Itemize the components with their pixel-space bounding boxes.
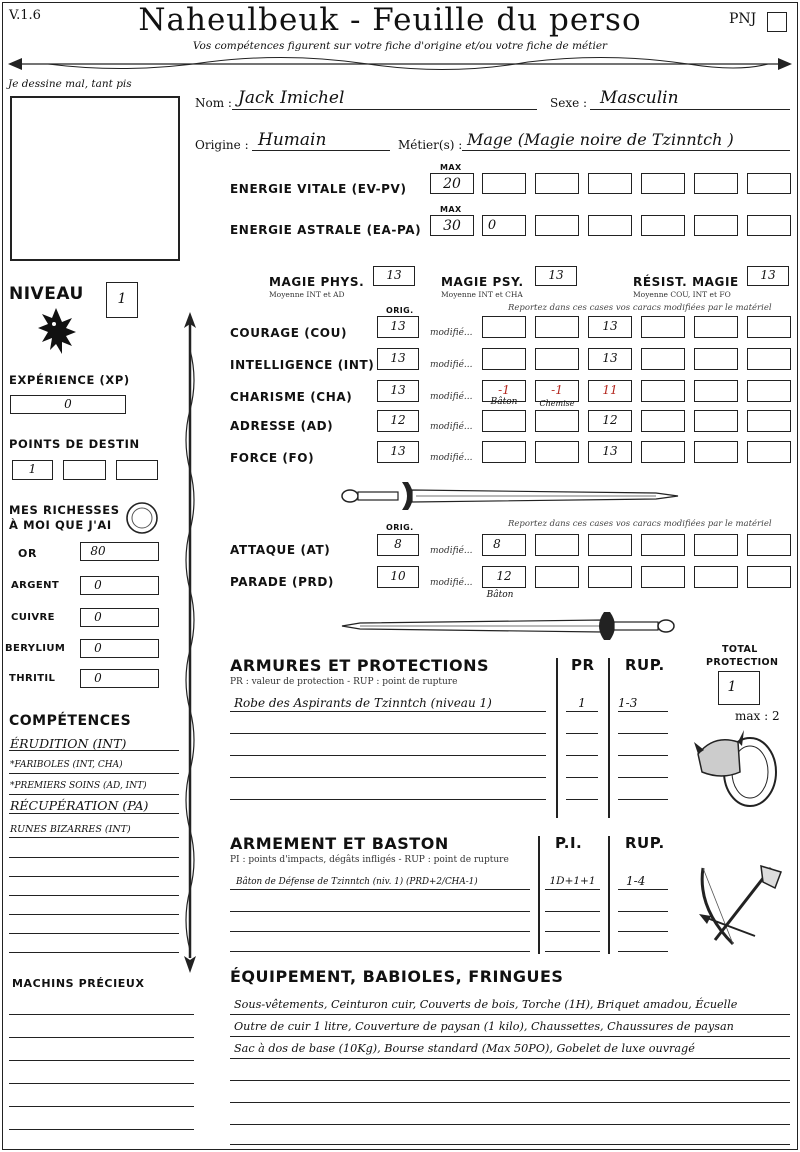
total-protection-max: max : 2: [735, 709, 780, 723]
page-title: Naheulbeuk - Feuille du perso: [138, 2, 642, 38]
weapon-pi-line[interactable]: [545, 894, 600, 912]
stat-cha-orig: 13: [390, 383, 406, 397]
stat-cha-mod-value: 11: [602, 383, 618, 397]
stat-mod-box[interactable]: [694, 410, 738, 432]
stat-mod-box[interactable]: [694, 380, 738, 402]
modif-label: modifié...: [430, 578, 473, 588]
stat-cha-mod-value: -1: [498, 383, 510, 397]
helmet-shield-icon: [694, 724, 784, 816]
niveau-value: 1: [117, 291, 127, 307]
combat-at-orig: 8: [394, 537, 402, 551]
modif-label: modifié...: [430, 328, 473, 338]
skill-item: *FARIBOLES (INT, CHA): [10, 760, 123, 770]
stat-ad-orig: 12: [390, 413, 406, 427]
armures-rup-header: RUP.: [625, 656, 665, 674]
weapon-line[interactable]: [230, 934, 530, 952]
equipment-line[interactable]: [230, 1106, 790, 1125]
stat-fo-orig: 13: [390, 444, 406, 458]
stat-mod-box[interactable]: [747, 410, 791, 432]
stat-cou-orig: 13: [390, 319, 406, 333]
cuivre-label: CUIVRE: [11, 612, 55, 623]
nom-label: Nom :: [195, 96, 232, 110]
or-label: OR: [18, 547, 38, 560]
berylium-value: 0: [94, 641, 102, 655]
ev-max-label: MAX: [440, 163, 462, 172]
destin-label: POINTS DE DESTIN: [9, 437, 140, 451]
combat-report-note: Reportez dans ces cases vos caracs modifiées par le matériel: [508, 519, 772, 529]
argent-label: ARGENT: [11, 580, 60, 591]
modif-label: modifié...: [430, 360, 473, 370]
combat-mod-box[interactable]: [588, 566, 632, 588]
ev-box[interactable]: [747, 173, 791, 194]
ev-box[interactable]: [588, 173, 632, 194]
portrait-caption: Je dessine mal, tant pis: [8, 78, 132, 90]
berylium-label: BERYLIUM: [5, 643, 66, 654]
ea-box[interactable]: [641, 215, 685, 236]
equipment-line[interactable]: [230, 1062, 790, 1081]
ea-box[interactable]: [747, 215, 791, 236]
armor-line[interactable]: [230, 716, 546, 734]
destin-box[interactable]: [63, 460, 106, 480]
origine-value: Humain: [258, 130, 327, 150]
ev-max-value: 20: [443, 176, 461, 192]
combat-mod-box[interactable]: [535, 534, 579, 556]
magie-phys-label: MAGIE PHYS.: [269, 275, 365, 289]
weapon-pi-value: 1D+1+1: [549, 875, 596, 887]
weapon-pi-line[interactable]: [545, 914, 600, 932]
resist-magie-value: 13: [760, 268, 776, 282]
precieux-line[interactable]: [9, 1090, 194, 1107]
richesses-label-2: À MOI QUE J'AI: [9, 518, 112, 532]
or-value: 80: [90, 544, 106, 558]
stat-mod-box[interactable]: [694, 348, 738, 370]
ea-max-label: MAX: [440, 205, 462, 214]
armor-rup-line[interactable]: [618, 716, 668, 734]
skill-item: *PREMIERS SOINS (AD, INT): [10, 781, 147, 791]
resist-magie-label: RÉSIST. MAGIE: [633, 275, 739, 289]
combat-at-mod-value: 8: [493, 537, 501, 551]
weapon-rup-line[interactable]: [618, 914, 668, 932]
total-protection-value: 1: [727, 679, 737, 695]
sword-icon: [336, 476, 681, 516]
combat-mod-box[interactable]: [641, 534, 685, 556]
dragon-icon: [32, 304, 80, 364]
armor-pr-value: 1: [578, 696, 586, 710]
armor-pr-line[interactable]: [566, 782, 598, 800]
skill-item: ÉRUDITION (INT): [10, 736, 127, 751]
stat-mod-box[interactable]: [482, 441, 526, 463]
precieux-line[interactable]: [9, 1067, 194, 1084]
richesses-label-1: MES RICHESSES: [9, 503, 120, 517]
pnj-label: PNJ: [729, 11, 757, 27]
thritil-value: 0: [94, 671, 102, 685]
precieux-line[interactable]: [9, 998, 194, 1015]
ev-box[interactable]: [694, 173, 738, 194]
stat-mod-box[interactable]: [747, 441, 791, 463]
cuivre-value: 0: [94, 610, 102, 624]
stat-fo-mod-value: 13: [602, 444, 618, 458]
skill-line[interactable]: [9, 936, 179, 953]
stat-mod-box[interactable]: [747, 316, 791, 338]
combat-mod-box[interactable]: [747, 534, 791, 556]
ev-box[interactable]: [535, 173, 579, 194]
competences-title: COMPÉTENCES: [9, 713, 132, 729]
skill-line[interactable]: [9, 860, 179, 877]
total-protection-label-2: PROTECTION: [706, 657, 779, 668]
armures-title: ARMURES ET PROTECTIONS: [230, 656, 489, 675]
equipment-item: Sac à dos de base (10Kg), Bourse standard (Max 50PO), Gobelet de luxe ouvragé: [234, 1042, 695, 1055]
armor-rup-line[interactable]: [618, 760, 668, 778]
combat-mod-box[interactable]: [694, 534, 738, 556]
ev-box[interactable]: [482, 173, 526, 194]
ea-max-value: 30: [443, 218, 461, 234]
equipement-title: ÉQUIPEMENT, BABIOLES, FRINGUES: [230, 967, 564, 986]
argent-value: 0: [94, 578, 102, 592]
skill-line[interactable]: [9, 917, 179, 934]
thritil-label: THRITIL: [9, 673, 56, 684]
equipment-item: Outre de cuir 1 litre, Couverture de paysan (1 kilo), Chaussettes, Chaussures de paysan: [234, 1020, 734, 1033]
skill-line[interactable]: [9, 879, 179, 896]
modif-label: modifié...: [430, 392, 473, 402]
weapon-rup-line[interactable]: [618, 934, 668, 952]
magie-phys-value: 13: [386, 268, 402, 282]
combat-mod-box[interactable]: [747, 566, 791, 588]
magie-psy-note: Moyenne INT et CHA: [441, 290, 523, 299]
weapon-rup-line[interactable]: [618, 894, 668, 912]
staff-icon: [180, 310, 200, 975]
page-subtitle: Vos compétences figurent sur votre fiche d'origine et/ou votre fiche de métier: [192, 40, 608, 52]
ev-box[interactable]: [641, 173, 685, 194]
armor-rup-line[interactable]: [618, 738, 668, 756]
portrait-box[interactable]: [10, 96, 180, 261]
combat-at-label: ATTAQUE (AT): [230, 543, 331, 557]
metier-label: Métier(s) :: [398, 138, 463, 152]
armures-divider: [608, 658, 610, 818]
armor-line[interactable]: [230, 782, 546, 800]
modif-label: modifié...: [430, 546, 473, 556]
total-protection-label-1: TOTAL: [722, 644, 758, 655]
stat-mod-box[interactable]: [482, 348, 526, 370]
armement-divider: [608, 836, 610, 954]
stat-ad-label: ADRESSE (AD): [230, 419, 334, 433]
precieux-line[interactable]: [9, 1113, 194, 1130]
coin-icon: [124, 500, 160, 536]
ea-box[interactable]: [694, 215, 738, 236]
armor-line[interactable]: [230, 760, 546, 778]
stat-mod-box[interactable]: [535, 316, 579, 338]
armor-pr-line[interactable]: [566, 738, 598, 756]
pnj-checkbox[interactable]: [767, 12, 787, 32]
equipment-line[interactable]: [230, 1126, 790, 1145]
skill-line[interactable]: [9, 841, 179, 858]
niveau-label: NIVEAU: [9, 284, 84, 304]
combat-mod-box[interactable]: [535, 566, 579, 588]
sexe-value: Masculin: [600, 88, 679, 108]
weapon-name: Bâton de Défense de Tzinntch (niv. 1) (PRD+2/CHA-1): [236, 877, 478, 887]
armement-title: ARMEMENT ET BASTON: [230, 834, 449, 853]
magie-psy-label: MAGIE PSY.: [441, 275, 524, 289]
stat-mod-box[interactable]: [535, 348, 579, 370]
stat-mod-box[interactable]: [482, 410, 526, 432]
stat-ad-mod-value: 12: [602, 413, 618, 427]
stat-mod-box[interactable]: [641, 441, 685, 463]
combat-orig-header: ORIG.: [386, 523, 414, 532]
magie-psy-value: 13: [548, 268, 564, 282]
equipment-item: Sous-vêtements, Ceinturon cuir, Couverts de bois, Torche (1H), Briquet amadou, Écuelle: [234, 998, 738, 1011]
orig-header: ORIG.: [386, 306, 414, 315]
ev-label: ENERGIE VITALE (EV-PV): [230, 182, 407, 196]
armement-rup-header: RUP.: [625, 834, 665, 852]
precieux-line[interactable]: [9, 1044, 194, 1061]
stat-mod-box[interactable]: [535, 441, 579, 463]
stat-mod-box[interactable]: [482, 316, 526, 338]
resist-magie-note: Moyenne COU, INT et FO: [633, 290, 731, 299]
armement-pi-header: P.I.: [555, 834, 583, 852]
armement-legend: PI : points d'impacts, dégâts infligés - RUP : point de rupture: [230, 855, 509, 865]
stat-mod-box[interactable]: [641, 316, 685, 338]
armor-line[interactable]: [230, 738, 546, 756]
combat-mod-box[interactable]: [641, 566, 685, 588]
stat-cou-mod-value: 13: [602, 319, 618, 333]
crossed-weapons-icon: [693, 858, 785, 950]
precieux-line[interactable]: [9, 1021, 194, 1038]
equipment-line[interactable]: [230, 1084, 790, 1103]
destin-box[interactable]: [116, 460, 158, 480]
skill-line[interactable]: [9, 898, 179, 915]
ea-label: ENERGIE ASTRALE (EA-PA): [230, 223, 422, 237]
modif-label: modifié...: [430, 422, 473, 432]
ea-box[interactable]: [588, 215, 632, 236]
stat-mod-box[interactable]: [641, 348, 685, 370]
armor-rup-value: 1-3: [618, 696, 638, 710]
xp-value: 0: [64, 397, 72, 411]
combat-prd-label: PARADE (PRD): [230, 575, 335, 589]
stat-mod-box[interactable]: [694, 441, 738, 463]
origine-label: Origine :: [195, 138, 249, 152]
ea-current-value: 0: [487, 218, 497, 233]
weapon-pi-line[interactable]: [545, 934, 600, 952]
stat-int-orig: 13: [390, 351, 406, 365]
stat-cha-note: Chemise: [539, 399, 575, 408]
weapon-line[interactable]: [230, 894, 530, 912]
ea-box[interactable]: [535, 215, 579, 236]
combat-prd-note: Bâton: [486, 590, 514, 600]
metier-value: Mage (Magie noire de Tzinntch ): [467, 130, 734, 149]
armement-divider: [538, 836, 540, 954]
stat-cou-label: COURAGE (COU): [230, 326, 348, 340]
stat-fo-label: FORCE (FO): [230, 451, 315, 465]
armures-legend: PR : valeur de protection - RUP : point de rupture: [230, 677, 458, 687]
xp-label: EXPÉRIENCE (XP): [9, 373, 130, 387]
combat-mod-box[interactable]: [694, 566, 738, 588]
combat-prd-mod-value: 12: [496, 569, 512, 583]
armor-name: Robe des Aspirants de Tzinntch (niveau 1): [234, 696, 492, 710]
combat-mod-box[interactable]: [588, 534, 632, 556]
stat-mod-box[interactable]: [535, 410, 579, 432]
vine-ornament: [8, 52, 792, 76]
armor-rup-line[interactable]: [618, 782, 668, 800]
modif-label: modifié...: [430, 453, 473, 463]
precieux-title: MACHINS PRÉCIEUX: [12, 977, 145, 990]
version-label: V.1.6: [9, 8, 41, 23]
stat-int-label: INTELLIGENCE (INT): [230, 358, 375, 372]
armor-pr-line[interactable]: [566, 760, 598, 778]
stat-int-mod-value: 13: [602, 351, 618, 365]
armures-divider: [556, 658, 558, 818]
destin-value: 1: [28, 462, 37, 476]
combat-prd-orig: 10: [390, 569, 406, 583]
stat-mod-box[interactable]: [747, 380, 791, 402]
stat-mod-box[interactable]: [694, 316, 738, 338]
weapon-line[interactable]: [230, 914, 530, 932]
nom-value: Jack Imichel: [238, 88, 345, 108]
skill-item: RUNES BIZARRES (INT): [10, 824, 131, 835]
stat-mod-box[interactable]: [641, 380, 685, 402]
armor-pr-line[interactable]: [566, 716, 598, 734]
stat-cha-mod-value: -1: [551, 383, 563, 397]
stat-cha-note: Bâton: [490, 397, 518, 407]
stat-mod-box[interactable]: [747, 348, 791, 370]
report-note: Reportez dans ces cases vos caracs modifiées par le matériel: [508, 303, 772, 313]
weapon-rup-value: 1-4: [626, 874, 646, 888]
skill-item: RÉCUPÉRATION (PA): [10, 798, 149, 813]
stat-mod-box[interactable]: [641, 410, 685, 432]
stat-cha-label: CHARISME (CHA): [230, 390, 353, 404]
armures-pr-header: PR: [571, 656, 595, 674]
sexe-label: Sexe :: [550, 96, 588, 110]
magie-phys-note: Moyenne INT et AD: [269, 290, 345, 299]
sword-icon: [340, 606, 680, 646]
